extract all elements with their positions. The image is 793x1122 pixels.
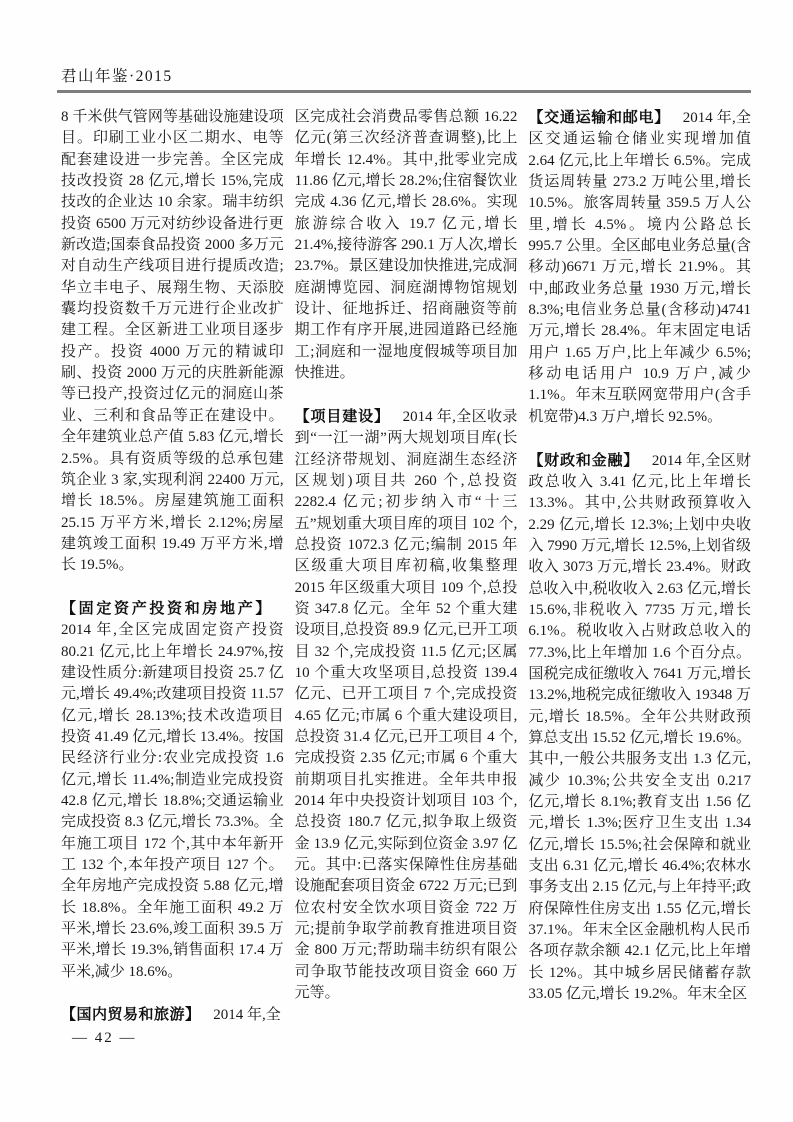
- section-heading: 【项目建设】: [294, 407, 390, 425]
- section-fixed-asset-investment: [61, 598, 284, 983]
- page-number: — 42 —: [72, 1030, 137, 1046]
- paragraph-text: 2014 年,全区财政总收入 3.41 亿元,比上年增长 13.3%。其中,公共财政预算收入 2.29 亿元,增长 12.3%;上划中央收入 7990 万元,增长 12.5%,上划省级收入 3073 万元,增长 23.4%。财政总收入中,税收收入 2.63 亿元,增长 15.6%,非税收入 7735 万元,增长 6.1%。税收收入占财政总收入的 77.3%,比上年增加 1.6 个百分点。国税完成征缴收入 7641 万元,增长 13.2%,地税完成征缴收入 19348 万元,增长 18.5%。全年公共财政预算总支出 15.52 亿元,增长 19.6%。其中,一般公共服务支出 1.3 亿元,减少 10.3%;公共安全支出 0.217 亿元,增长 8.1%;教育支出 1.56 亿元,增长 1.3%;医疗卫生支出 1.34 亿元,增长 15.5%;社会保障和就业支出 6.31 亿元,增长 46.4%;农林水事务支出 2.15 亿元,与上年持平;政府保障性住房支出 1.55 亿元,增长 37.1%。年末全区金融机构人民币各项存款余额 42.1 亿元,比上年增长 12%。其中城乡居民储蓄存款 33.05 亿元,增长 19.2%。年末全区: [528, 452, 751, 1003]
- column-1: [61, 107, 284, 1029]
- section-heading: 【财政和金融】: [528, 451, 640, 469]
- paragraph-continuation: [61, 107, 284, 577]
- paragraph-text: 区完成社会消费品零售总额 16.22 亿元(第三次经济普查调整),比上年增长 12.4%。其中,批零业完成 11.86 亿元,增长 28.2%;住宿餐饮业完成 4.36 亿元,增长 28.6%。实现旅游综合收入 19.7 亿元,增长 21.4%,接待游客 290.1 万人次,增长 23.7%。景区建设加快推进,完成洞庭湖博览园、洞庭湖博物馆规划设计、征地拆迁、招商融资等前期工作有序开展,进园道路已经施工;洞庭和一湿地度假城等项目加快推进。: [294, 109, 518, 382]
- column-2: [295, 107, 518, 1029]
- paragraph-text: 2014 年,全区收录到“一江一湖”两大规划项目库(长江经济带规划、洞庭湖生态经济区规划)项目共 260 个,总投资 2282.4 亿元;初步纳入市“十三五”规划重大项目库的项目 102 个,总投资 1072.3 亿元;编制 2015 年区级重大项目库初稿,收集整理 2015 年区级重大项目 109 个,总投资 347.8 亿元。全年 52 个重大建设项目,总投资 89.9 亿元,已开工项目 32 个,完成投资 11.5 亿元;区属 10 个重大攻坚项目,总投资 139.4 亿元、已开工项目 7 个,完成投资 4.65 亿元;市属 6 个重大建设项目,总投资 31.4 亿元,已开工项目 4 个,完成投资 2.35 亿元;市属 6 个重大前期项目扎实推进。全年共申报 2014 年中央投资计划项目 103 个,总投资 180.7 亿元,拟争取上级资金 13.9 亿元,实际到位资金 3.97 亿元。其中:已落实保障性住房基础设施配套项目资金 6722 万元;已到位农村安全饮水项目资金 722 万元;提前争取学前教育推进项目资金 800 万元;帮助瑞丰纺织有限公司争取节能技改项目资金 660 万元等。: [294, 408, 518, 1002]
- paragraph-text: 8 千米供气管网等基础设施建设项目。印刷工业小区二期水、电等配套建设进一步完善。全区完成技改投资 28 亿元,增长 15%,完成技改的企业达 10 余家。瑞丰纺织投资 6500 万元对纺纱设备进行更新改造;国泰食品投资 2000 多万元对自动生产线项目进行提质改造;华立丰电子、展翔生物、天添胶囊均投资数千万元进行企业改扩建工程。全区新进工业项目逐步投产。投资 4000 万元的精诚印刷、投资 2000 万元的庆胜新能源等已投产,投资过亿元的洞庭山茶业、三利和食品等正在建设中。全年建筑业总产值 5.83 亿元,增长 2.5%。具有资质等级的总承包建筑企业 3 家,实现利润 22400 万元,增长 18.5%。房屋建筑施工面积 25.15 万平方米,增长 2.12%;房屋建筑竣工面积 19.49 万平方米,增长 19.5%。: [61, 109, 284, 574]
- text-columns: [61, 107, 751, 1029]
- paragraph-text: 2014 年,全区交通运输仓储业实现增加值 2.64 亿元,比上年增长 6.5%。完成货运周转量 273.2 万吨公里,增长 10.5%。旅客周转量 359.5 万人公里,增长 4.5%。境内公路总长 995.7 公里。全区邮电业务总量(含移动)6671 万元,增长 21.9%。其中,邮政业务总量 1930 万元,增长 8.3%;电信业务总量(含移动)4741 万元,增长 28.4%。年末固定电话用户 1.65 万户,比上年减少 6.5%;移动电话用户 10.9 万户,减少 1.1%。年末互联网宽带用户(含手机宽带)4.3 万户,增长 92.5%。: [528, 110, 751, 425]
- section-finance: [528, 450, 751, 1006]
- paragraph-continuation: [295, 107, 518, 384]
- paragraph-text: 2014 年,全: [213, 1007, 281, 1024]
- section-heading: 【交通运输和邮电】: [528, 109, 671, 126]
- running-head-title: 君山年鉴·2015: [61, 68, 173, 85]
- section-heading: 【国内贸易和旅游】: [61, 1006, 201, 1024]
- section-project-construction: [295, 406, 518, 1005]
- header-rule: [57, 90, 751, 93]
- paragraph-text: 2014 年,全区完成固定资产投资 80.21 亿元,比上年增长 24.97%,按建设性质分:新建项目投资 25.7 亿元,增长 49.4%;改建项目投资 11.57 亿元,增长 28.13%;技术改造项目投资 41.49 亿元,增长 13.4%。按国民经济行业分:农业完成投资 1.6 亿元,增长 11.4%;制造业完成投资 42.8 亿元,增长 18.8%;交通运输业完成投资 8.3 亿元,增长 73.3%。全年施工项目 172 个,其中本年新开工 132 个,本年投产项目 127 个。全年房地产完成投资 5.88 亿元,增长 18.8%。全年施工面积 49.2 万平米,增长 23.6%,竣工面积 39.5 万平米,增长 19.3%,销售面积 17.4 万平米,减少 18.6%。: [61, 622, 284, 980]
- section-heading: 【固定资产投资和房地产】: [61, 599, 271, 617]
- section-domestic-trade-tourism: [61, 1004, 284, 1026]
- section-transport-post: [528, 107, 751, 428]
- column-3: [528, 107, 751, 1029]
